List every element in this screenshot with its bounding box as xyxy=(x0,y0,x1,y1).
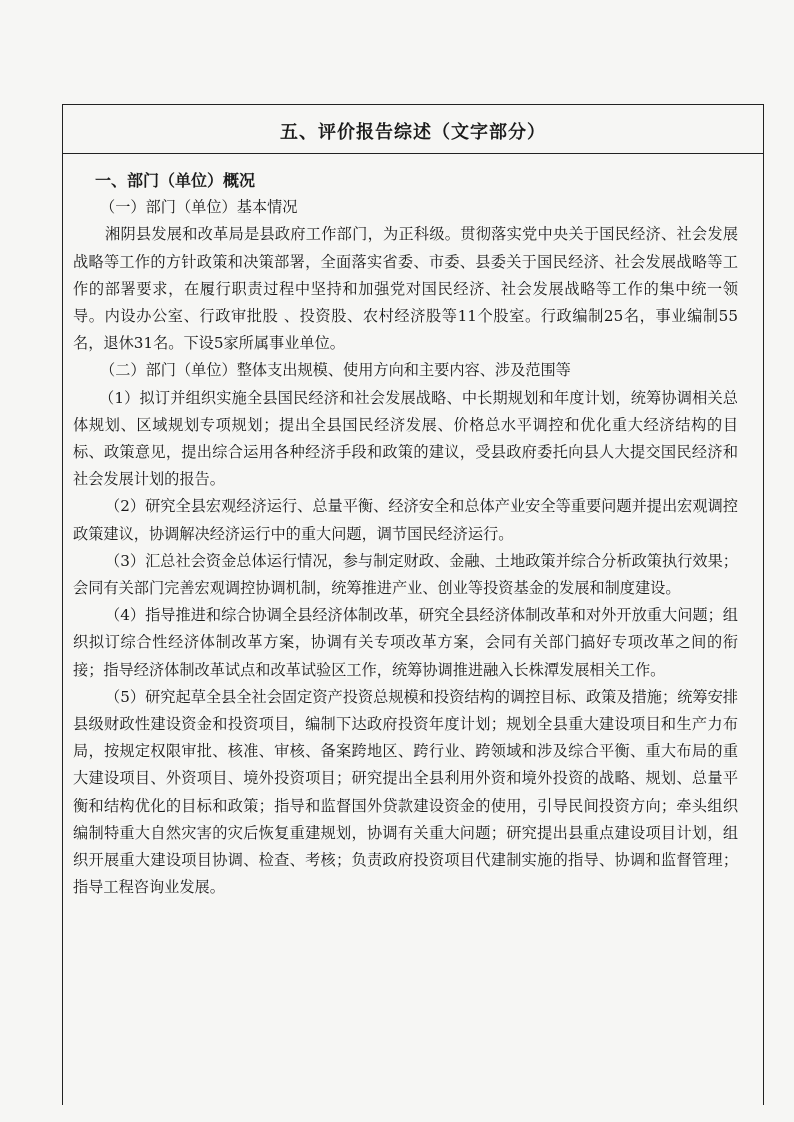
paragraph-item-1: （1）拟订并组织实施全县国民经济和社会发展战略、中长期规划和年度计划，统筹协调相关总体规划、区域规划专项规划；提出全县国民经济发展、价格总水平调控和优化重大经济结构的目标、政策意见，提出综合运用各种经济手段和政策的建议，受县政府委托向县人大提交国民经济和社会发展计划的报告。 xyxy=(73,388,738,489)
section-title: 五、评价报告综述（文字部分） xyxy=(280,122,546,143)
subheading-basic-info: （一）部门（单位）基本情况 xyxy=(100,198,298,217)
subheading-expenditure-scope: （二）部门（单位）整体支出规模、使用方向和主要内容、涉及范围等 xyxy=(100,361,571,380)
heading-department-overview: 一、部门（单位）概况 xyxy=(95,171,256,190)
paragraph-item-4: （4）指导推进和综合协调全县经济体制改革，研究全县经济体制改革和对外开放重大问题；组织拟订综合性经济体制改革方案，协调有关专项改革方案，会同有关部门搞好专项改革之间的衔接；指导经济体制改革试点和改革试验区工作，统筹协调推进融入长株潭发展相关工作。 xyxy=(73,606,738,679)
paragraph-item-5: （5）研究起草全县全社会固定资产投资总规模和投资结构的调控目标、政策及措施；统筹安排县级财政性建设资金和投资项目，编制下达政府投资年度计划；规划全县重大建设项目和生产力布局，按规定权限审批、核准、审核、备案跨地区、跨行业、跨领域和涉及综合平衡、重大布局的重大建设项目、外资项目、境外投资项目；研究提出全县利用外资和境外投资的战略、规划、总量平衡和结构优化的目标和政策；指导和监督国外贷款建设资金的使用，引导民间投资方向；牵头组织编制特重大自然灾害的灾后恢复重建规划，协调有关重大问题；研究提出县重点建设项目计划，组织开展重大建设项目协调、检查、考核；负责政府投资项目代建制实施的指导、协调和监督管理；指导工程咨询业发展。 xyxy=(73,687,738,897)
report-body xyxy=(73,167,738,901)
paragraph-basic-info: 湘阴县发展和改革局是县政府工作部门，为正科级。贯彻落实党中央关于国民经济、社会发展战略等工作的方针政策和决策部署，全面落实省委、市委、县委关于国民经济、社会发展战略等工作的部署要求，在履行职责过程中坚持和加强党对国民经济、社会发展战略等工作的集中统一领导。内设办公室、行政审批股 、投资股、农村经济股等11个股室。行政编制25名，事业编制55名，退休31名。下设5家所属事业单位。 xyxy=(73,225,738,353)
title-row xyxy=(63,105,763,154)
report-frame xyxy=(62,104,764,1105)
paragraph-item-3: （3）汇总社会资金总体运行情况，参与制定财政、金融、土地政策并综合分析政策执行效果；会同有关部门完善宏观调控协调机制，统筹推进产业、创业等投资基金的发展和制度建设。 xyxy=(73,551,738,598)
paragraph-item-2: （2）研究全县宏观经济运行、总量平衡、经济安全和总体产业安全等重要问题并提出宏观调控政策建议，协调解决经济运行中的重大问题，调节国民经济运行。 xyxy=(73,497,738,543)
